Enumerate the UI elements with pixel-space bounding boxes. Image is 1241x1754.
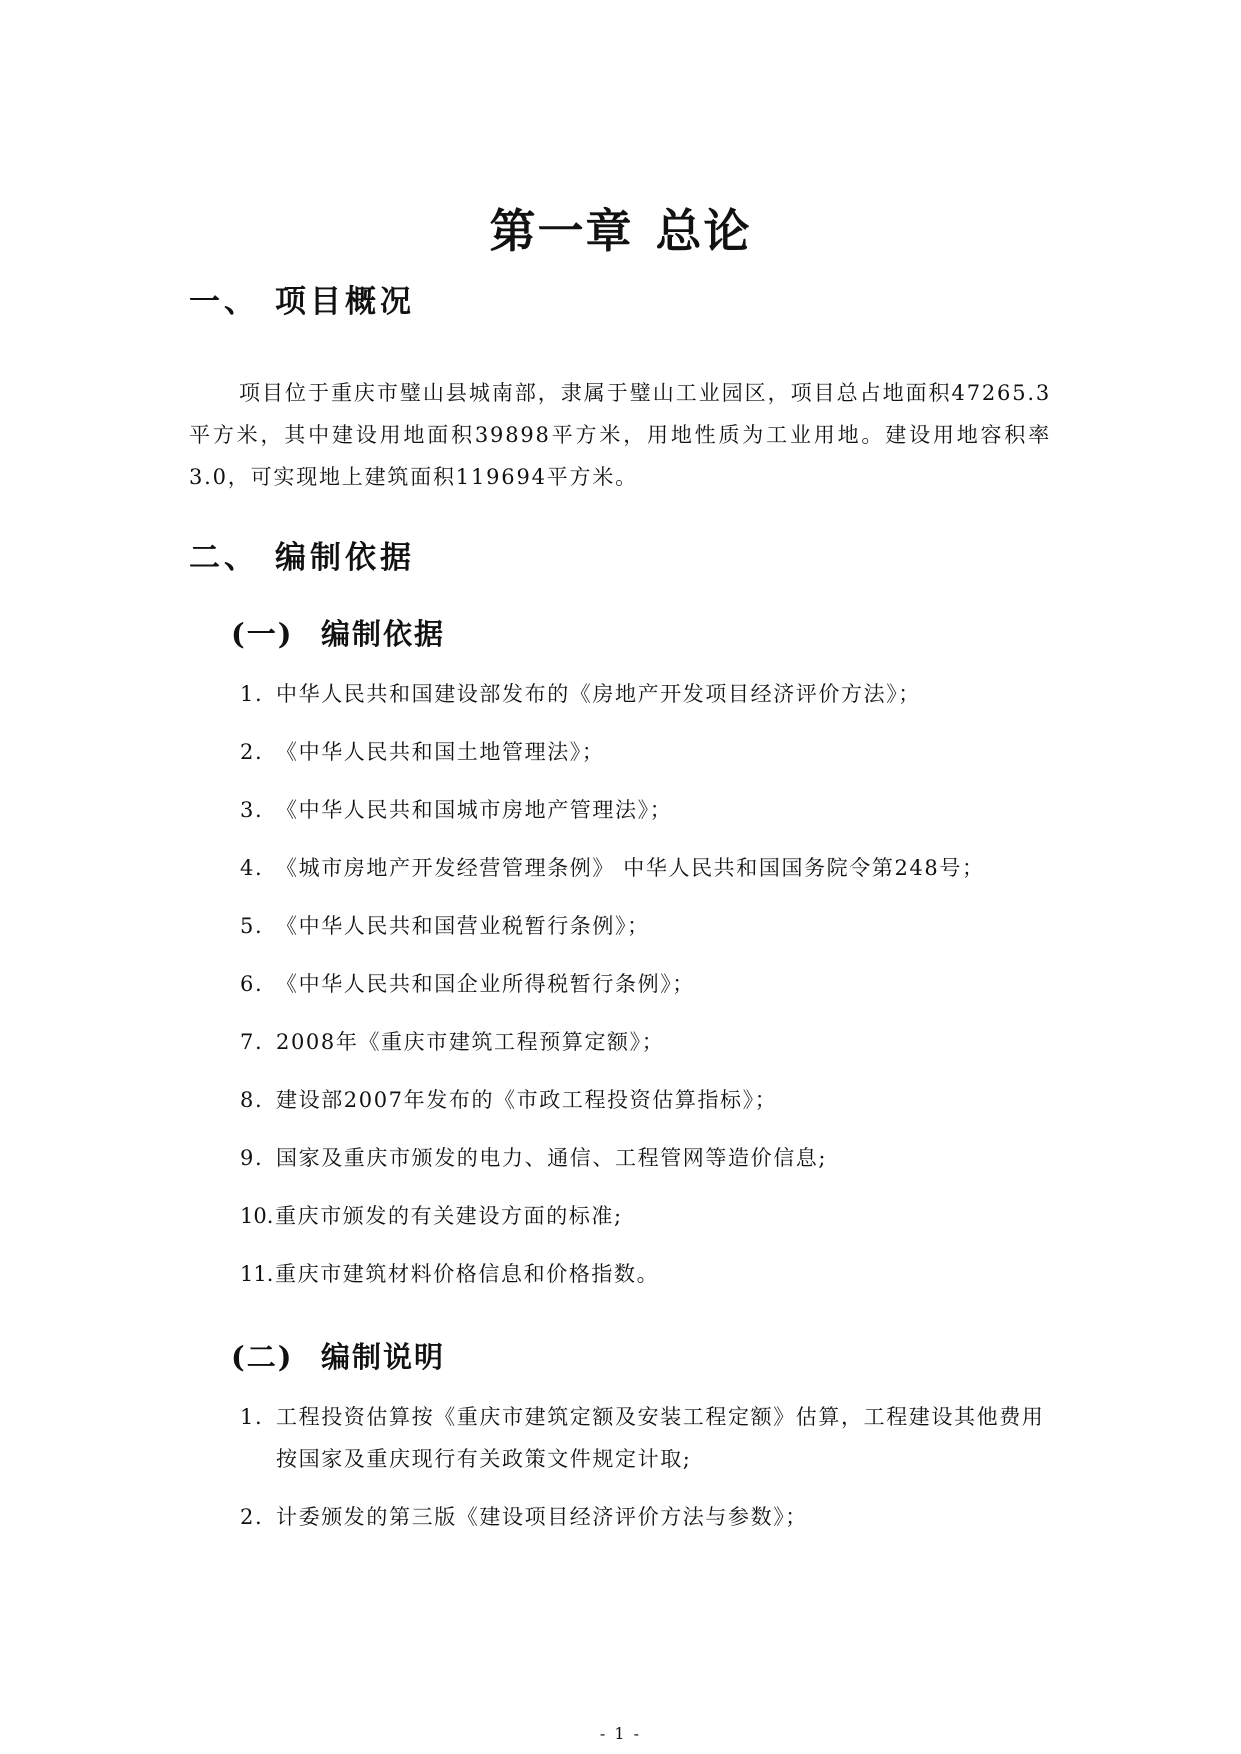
section-number: 一、: [189, 284, 259, 320]
list-number: 7.: [240, 1030, 264, 1054]
list-item: [240, 1195, 1060, 1237]
chapter-title-text: 总论: [655, 204, 752, 258]
list-number: 11.: [240, 1262, 274, 1286]
list-item: [240, 789, 1060, 831]
subsection-heading-basis: [231, 612, 445, 653]
list-text: 国家及重庆市颁发的电力、通信、工程管网等造价信息;: [276, 1146, 828, 1170]
list-text: 建设部2007年发布的《市政工程投资估算指标》；: [276, 1088, 778, 1112]
list-text: 《中华人民共和国土地管理法》；: [276, 740, 605, 764]
list-text: 中华人民共和国建设部发布的《房地产开发项目经济评价方法》；: [276, 682, 921, 706]
list-item: [240, 1253, 1060, 1295]
list-number: 2.: [240, 1505, 264, 1529]
list-number: 2.: [240, 740, 264, 764]
list-item: [240, 673, 1060, 715]
list-number: 1.: [240, 682, 264, 706]
section-number: 二、: [189, 540, 259, 576]
list-item: [240, 1137, 1060, 1179]
page-number: - 1 -: [599, 1724, 642, 1743]
list-item: [240, 1396, 1060, 1480]
section-heading-overview: [189, 276, 415, 321]
list-item: [240, 847, 1060, 889]
list-text: 2008年《重庆市建筑工程预算定额》；: [276, 1030, 665, 1054]
list-item: [240, 731, 1060, 773]
overview-paragraph: 项目位于重庆市璧山县城南部，隶属于璧山工业园区，项目总占地面积47265.3平方米，其中建设用地面积39898平方米，用地性质为工业用地。建设用地容积率3.0，可实现地上建筑面积119694平方米。: [189, 381, 1051, 489]
chapter-title: [0, 195, 1241, 261]
list-number: 9.: [240, 1146, 264, 1170]
list-number: 8.: [240, 1088, 264, 1112]
subsection-title: 编制依据: [321, 617, 446, 651]
subsection-title: 编制说明: [321, 1340, 446, 1374]
list-item: [240, 905, 1060, 947]
section-title: 项目概况: [275, 284, 415, 320]
list-item: [240, 1021, 1060, 1063]
list-item: [240, 1496, 1060, 1538]
list-number: 1.: [240, 1405, 264, 1429]
list-number: 4.: [240, 856, 264, 880]
list-text: 计委颁发的第三版《建设项目经济评价方法与参数》；: [276, 1505, 808, 1529]
list-text: 《中华人民共和国城市房地产管理法》；: [276, 798, 673, 822]
subsection-heading-notes: [231, 1335, 445, 1376]
list-number: 10.: [240, 1204, 274, 1228]
list-text: 工程投资估算按《重庆市建筑定额及安装工程定额》估算，工程建设其他费用按国家及重庆现行有关政策文件规定计取;: [276, 1405, 1045, 1471]
list-number: 3.: [240, 798, 264, 822]
list-text: 《中华人民共和国企业所得税暂行条例》；: [276, 972, 695, 996]
chapter-number: 第一章: [489, 204, 634, 258]
subsection-number: (二): [231, 1340, 294, 1374]
list-item: [240, 1079, 1060, 1121]
list-text: 重庆市颁发的有关建设方面的标准;: [275, 1204, 623, 1228]
list-text: 《中华人民共和国营业税暂行条例》；: [276, 914, 650, 938]
section-title: 编制依据: [275, 540, 415, 576]
subsection-number: (一): [231, 617, 294, 651]
list-number: 6.: [240, 972, 264, 996]
list-text: 重庆市建筑材料价格信息和价格指数。: [275, 1262, 660, 1286]
list-item: [240, 963, 1060, 1005]
section-heading-basis: [189, 532, 415, 577]
list-number: 5.: [240, 914, 264, 938]
list-text: 《城市房地产开发经营管理条例》 中华人民共和国国务院令第248号；: [276, 856, 985, 880]
